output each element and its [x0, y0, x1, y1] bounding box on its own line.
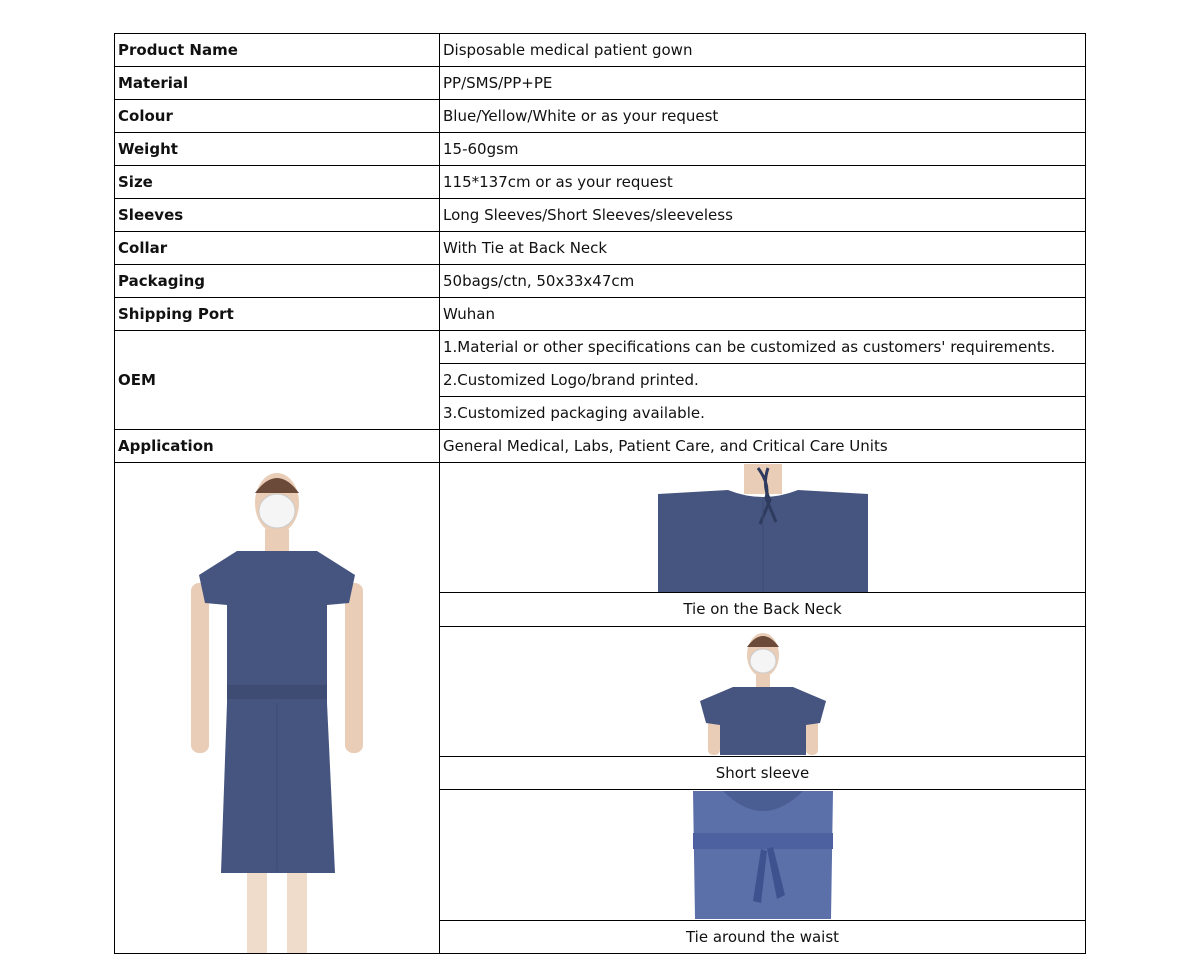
- row-label: Colour: [115, 100, 440, 133]
- table-row: [115, 34, 1086, 67]
- row-value: PP/SMS/PP+PE: [440, 67, 1086, 100]
- table-row: [115, 100, 1086, 133]
- image-caption: Tie on the Back Neck: [440, 593, 1086, 626]
- oem-label: OEM: [115, 331, 440, 430]
- full-gown-photo-cell: [115, 463, 440, 954]
- row-value: 50bags/ctn, 50x33x47cm: [440, 265, 1086, 298]
- row-label: Collar: [115, 232, 440, 265]
- short-sleeve-photo: [698, 627, 828, 755]
- table-row: [115, 232, 1086, 265]
- table-row: [115, 265, 1086, 298]
- image-caption: Short sleeve: [440, 756, 1086, 789]
- waist-tie-photo-cell: [440, 790, 1086, 920]
- waist-tie-photo: [693, 791, 833, 919]
- application-value: General Medical, Labs, Patient Care, and Critical Care Units: [440, 430, 1086, 463]
- row-label: Weight: [115, 133, 440, 166]
- short-sleeve-photo-cell: [440, 626, 1086, 756]
- back-neck-photo-cell: [440, 463, 1086, 593]
- row-label: Sleeves: [115, 199, 440, 232]
- table-row: [115, 463, 1086, 593]
- application-label: Application: [115, 430, 440, 463]
- full-gown-photo: [177, 463, 377, 953]
- table-row: [115, 199, 1086, 232]
- table-row: [115, 430, 1086, 463]
- table-row: [115, 298, 1086, 331]
- table-row: [115, 133, 1086, 166]
- row-value: Blue/Yellow/White or as your request: [440, 100, 1086, 133]
- oem-item: 3.Customized packaging available.: [440, 397, 1086, 430]
- row-value: Disposable medical patient gown: [440, 34, 1086, 67]
- row-label: Packaging: [115, 265, 440, 298]
- row-value: With Tie at Back Neck: [440, 232, 1086, 265]
- row-value: 15-60gsm: [440, 133, 1086, 166]
- row-value: Wuhan: [440, 298, 1086, 331]
- row-label: Material: [115, 67, 440, 100]
- spec-table: [114, 33, 1086, 954]
- row-value: 115*137cm or as your request: [440, 166, 1086, 199]
- image-caption: Tie around the waist: [440, 920, 1086, 953]
- oem-item: 2.Customized Logo/brand printed.: [440, 364, 1086, 397]
- row-label: Size: [115, 166, 440, 199]
- row-label: Shipping Port: [115, 298, 440, 331]
- table-row: [115, 331, 1086, 364]
- oem-item: 1.Material or other specifications can be customized as customers' requirements.: [440, 331, 1086, 364]
- table-row: [115, 166, 1086, 199]
- back-neck-photo: [658, 464, 868, 592]
- row-value: Long Sleeves/Short Sleeves/sleeveless: [440, 199, 1086, 232]
- row-label: Product Name: [115, 34, 440, 67]
- table-row: [115, 67, 1086, 100]
